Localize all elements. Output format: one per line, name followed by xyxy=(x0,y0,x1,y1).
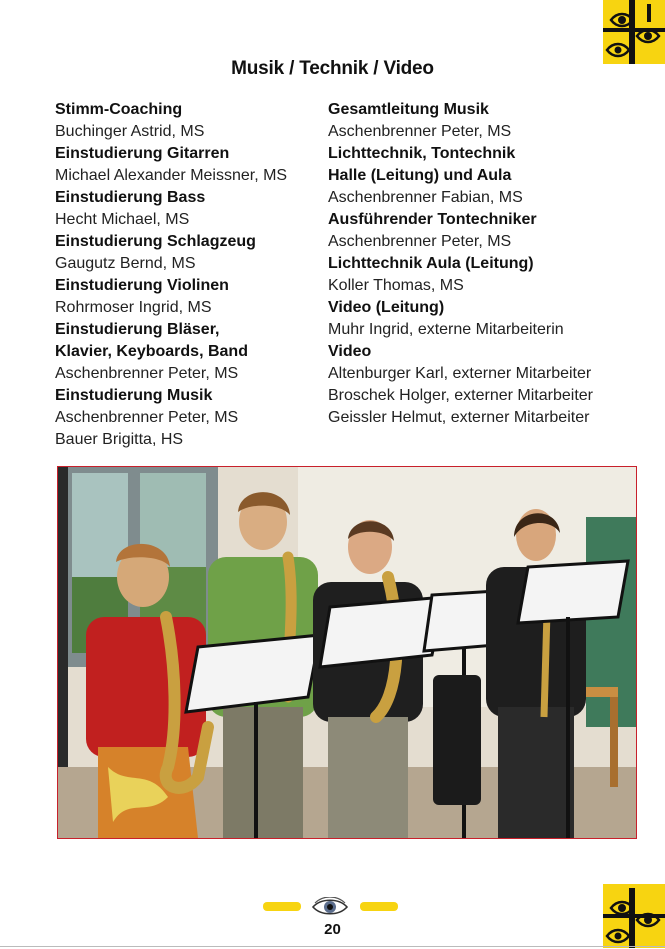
page-bottom-rule xyxy=(0,946,665,947)
band-rehearsal-photo xyxy=(57,466,637,839)
credit-name: Bauer Brigitta, HS xyxy=(55,431,184,448)
credit-entry xyxy=(328,209,648,253)
credit-role: Einstudierung Violinen xyxy=(55,277,229,294)
school-logo-icon xyxy=(603,884,665,948)
credit-name: Hecht Michael, MS xyxy=(55,211,190,228)
credit-role: Ausführender Tontechniker xyxy=(328,211,537,228)
credit-role: Einstudierung Schlagzeug xyxy=(55,233,256,250)
credit-name: Buchinger Astrid, MS xyxy=(55,123,205,140)
page-title: Musik / Technik / Video xyxy=(231,58,434,79)
credit-role: Video xyxy=(328,343,372,360)
footer-bar-left xyxy=(263,902,301,911)
credit-entry xyxy=(328,99,648,143)
credit-entry xyxy=(55,99,355,143)
credit-name: Gaugutz Bernd, MS xyxy=(55,255,196,272)
credits-right-column xyxy=(328,99,648,429)
school-logo-icon xyxy=(603,0,665,64)
credit-name: Aschenbrenner Fabian, MS xyxy=(328,189,523,206)
credit-role: Einstudierung Musik xyxy=(55,387,213,404)
credit-entry xyxy=(55,319,355,385)
credit-role: Video (Leitung) xyxy=(328,299,445,316)
credit-role: Stimm-Coaching xyxy=(55,101,183,118)
page-number: 20 xyxy=(324,921,341,938)
credit-role: Einstudierung Bass xyxy=(55,189,206,206)
credit-name: Koller Thomas, MS xyxy=(328,277,464,294)
credit-name: Geissler Helmut, externer Mitarbeiter xyxy=(328,409,590,426)
eye-icon xyxy=(311,897,349,917)
credit-name: Aschenbrenner Peter, MS xyxy=(328,233,512,250)
credit-entry xyxy=(55,231,355,275)
credit-role-continued: Halle (Leitung) und Aula xyxy=(328,167,512,184)
credit-role: Gesamtleitung Musik xyxy=(328,101,489,118)
credit-name: Michael Alexander Meissner, MS xyxy=(55,167,288,184)
credit-role: Einstudierung Bläser, xyxy=(55,321,220,338)
credit-role: Einstudierung Gitarren xyxy=(55,145,230,162)
credit-entry xyxy=(55,187,355,231)
credit-name: Muhr Ingrid, externe Mitarbeiterin xyxy=(328,321,564,338)
credit-entry xyxy=(328,297,648,341)
credit-entry xyxy=(55,143,355,187)
credit-entry xyxy=(55,275,355,319)
credit-role: Lichttechnik Aula (Leitung) xyxy=(328,255,534,272)
credits-left-column xyxy=(55,99,355,451)
credit-entry xyxy=(328,341,648,429)
footer-bar-right xyxy=(360,902,398,911)
credit-name: Rohrmoser Ingrid, MS xyxy=(55,299,212,316)
credit-entry xyxy=(328,143,648,209)
credit-entry xyxy=(328,253,648,297)
credit-name: Aschenbrenner Peter, MS xyxy=(55,365,239,382)
credit-name: Aschenbrenner Peter, MS xyxy=(328,123,512,140)
credit-name: Aschenbrenner Peter, MS xyxy=(55,409,239,426)
credit-name: Altenburger Karl, externer Mitarbeiter xyxy=(328,365,592,382)
credit-role: Lichttechnik, Tontechnik xyxy=(328,145,516,162)
credit-entry xyxy=(55,385,355,451)
credit-role-continued: Klavier, Keyboards, Band xyxy=(55,343,248,360)
credit-name: Broschek Holger, externer Mitarbeiter xyxy=(328,387,593,404)
